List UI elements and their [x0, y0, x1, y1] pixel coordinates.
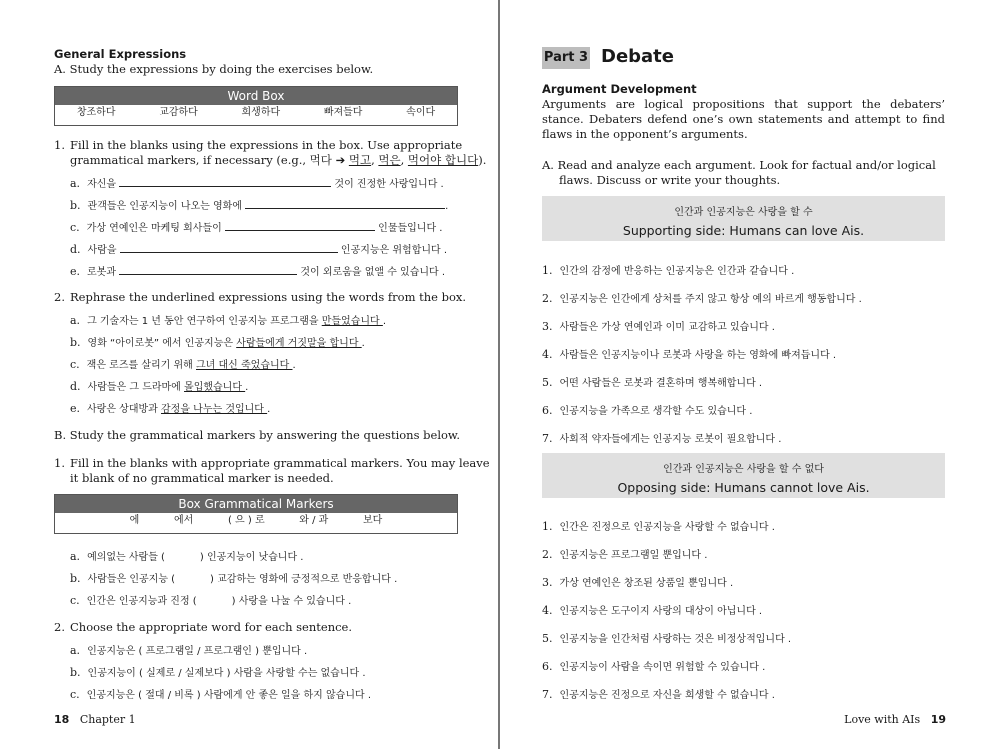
answer-blank[interactable] — [119, 264, 297, 275]
word-box-word: 희생하다 — [241, 107, 281, 118]
q2-item-a: a. 그 기술자는 1 년 동안 연구하여 인공지능 프로그램을 만들었습니다 . — [70, 314, 387, 327]
supporting-korean: 인간과 인공지능은 사랑을 할 수 — [674, 207, 813, 218]
instruction-a: A. Study the expressions by doing the exercises below. — [54, 62, 374, 76]
word-box — [54, 86, 458, 126]
q1-line1: Fill in the blanks using the expressions in the box. Use appropriate — [70, 138, 463, 152]
part-title: Debate — [601, 46, 674, 67]
answer-blank[interactable] — [120, 242, 338, 253]
support-item: 3. 사람들은 가상 연예인과 이미 교감하고 있습니다 . — [542, 320, 775, 333]
opposing-side-box — [542, 453, 945, 498]
q2-number: 2. — [54, 290, 65, 304]
marker-word: 에 — [129, 515, 140, 526]
oppose-item: 4. 인공지능은 도구이지 사랑의 대상이 아닙니다 . — [542, 604, 763, 617]
footer-left — [54, 713, 136, 726]
arrow-icon: ➔ — [335, 153, 346, 167]
q2-item-b: b. 영화 “아이로봇” 에서 인공지능은 사람들에게 거짓말을 합니다 . — [70, 336, 365, 349]
q4-item-a: a. 인공지능은 ( 프로그램일 / 프로그램인 ) 뿐입니다 . — [70, 644, 308, 657]
q2-item-e: e. 사랑은 상대방과 감정을 나누는 것입니다 . — [70, 402, 271, 415]
q4-text: Choose the appropriate word for each sentence. — [70, 620, 353, 634]
word-box-word: 속이다 — [406, 107, 436, 118]
oppose-item: 1. 인간은 진정으로 인공지능을 사랑할 수 없습니다 . — [542, 520, 775, 533]
q3-line1: Fill in the blanks with appropriate grammatical markers. You may leave — [70, 456, 490, 470]
word-box-row — [55, 105, 457, 121]
q1-item-e: e. 로봇과 것이 외로움을 없앨 수 있습니다 . — [70, 265, 446, 278]
q3-item-b: b. 사람들은 인공지능 ( ) 교감하는 영화에 긍정적으로 반응합니다 . — [70, 572, 398, 585]
q1-line2: grammatical markers, if necessary (e.g., 먹다 ➔ 먹고, 먹은, 먹어야 합니다). — [70, 153, 487, 167]
grammatical-markers-row — [55, 513, 457, 529]
q3-line2: it blank of no grammatical marker is needed. — [70, 471, 334, 485]
word-box-word: 빠져들다 — [323, 107, 363, 118]
q2-text: Rephrase the underlined expressions using the words from the box. — [70, 290, 467, 304]
opposing-english: Opposing side: Humans cannot love Ais. — [617, 480, 870, 495]
support-item: 6. 인공지능을 가족으로 생각할 수도 있습니다 . — [542, 404, 753, 417]
grammatical-markers-title: Box Grammatical Markers — [55, 495, 457, 513]
oppose-item: 5. 인공지능을 인간처럼 사랑하는 것은 비정상적입니다 . — [542, 632, 792, 645]
intro-paragraph: Arguments are logical propositions that support the debaters’ stance. Debaters defend one’s own statements and attempt to find flaws in the opponent’s arguments. — [542, 97, 945, 141]
marker-word: ( 으 ) 로 — [227, 515, 265, 526]
grammatical-markers-box — [54, 494, 458, 534]
q4-item-b: b. 인공지능이 ( 실제로 / 실제보다 ) 사람을 사랑할 수는 없습니다 . — [70, 666, 366, 679]
oppose-item: 3. 가상 연예인은 창조된 상품일 뿐입니다 . — [542, 576, 734, 589]
footer-chapter: Chapter 1 — [79, 713, 136, 726]
footer-chapter-title: Love with AIs — [844, 713, 921, 726]
opposing-korean: 인간과 인공지능은 사랑을 할 수 없다 — [663, 464, 824, 475]
answer-blank[interactable] — [119, 176, 331, 187]
q1-number: 1. — [54, 138, 65, 152]
q4-number: 2. — [54, 620, 65, 634]
support-item: 2. 인공지능은 인간에게 상처를 주지 않고 항상 예의 바르게 행동합니다 . — [542, 292, 862, 305]
supporting-side-box — [542, 196, 945, 241]
word-box-title: Word Box — [55, 87, 457, 105]
answer-blank[interactable] — [225, 220, 375, 231]
oppose-item: 2. 인공지능은 프로그램일 뿐입니다 . — [542, 548, 708, 561]
instruction-a-right: A. Read and analyze each argument. Look for factual and/or logical flaws. Discuss or write your thoughts. — [542, 158, 936, 187]
footer-right — [844, 713, 946, 726]
marker-word: 에서 — [173, 515, 194, 526]
q2-item-c: c. 잭은 로즈를 살리기 위해 그녀 대신 죽었습니다 . — [70, 358, 296, 371]
section-title-argument: Argument Development — [542, 82, 697, 96]
support-item: 5. 어떤 사람들은 로봇과 결혼하며 행복해합니다 . — [542, 376, 763, 389]
instruction-b: B. Study the grammatical markers by answering the questions below. — [54, 428, 461, 442]
q1-item-d: d. 사람을 인공지능은 위험합니다 . — [70, 243, 448, 256]
word-box-word: 교감하다 — [159, 107, 198, 118]
answer-blank[interactable] — [245, 198, 445, 209]
q3-item-a: a. 예의없는 사람들 ( ) 인공지능이 낫습니다 . — [70, 550, 304, 563]
q3-item-c: c. 인간은 인공지능과 진정 ( ) 사랑을 나눌 수 있습니다 . — [70, 594, 352, 607]
section-title-general-expressions: General Expressions — [54, 47, 187, 61]
part-label: Part 3 — [542, 47, 590, 69]
q1-item-a: a. 자신을 것이 진정한 사랑입니다 . — [70, 177, 444, 190]
q2-item-d: d. 사람들은 그 드라마에 몰입했습니다 . — [70, 380, 249, 393]
page-number: 18 — [54, 713, 70, 726]
q1-item-b: b. 관객들은 인공지능이 나오는 영화에 . — [70, 199, 449, 212]
page-number: 19 — [930, 713, 946, 726]
oppose-item: 7. 인공지능은 진정으로 자신을 희생할 수 없습니다 . — [542, 688, 775, 701]
q3-number: 1. — [54, 456, 65, 470]
marker-word: 보다 — [363, 515, 383, 526]
support-item: 1. 인간의 감정에 반응하는 인공지능은 인간과 같습니다 . — [542, 264, 795, 277]
oppose-item: 6. 인공지능이 사람을 속이면 위험할 수 있습니다 . — [542, 660, 766, 673]
q4-item-c: c. 인공지능은 ( 절대 / 비록 ) 사람에게 안 좋은 일을 하지 않습니다 . — [70, 688, 372, 701]
word-box-word: 창조하다 — [76, 107, 116, 118]
q1-item-c: c. 가상 연예인은 마케팅 회사들이 인물들입니다 . — [70, 221, 443, 234]
support-item: 7. 사회적 약자들에게는 인공지능 로봇이 필요합니다 . — [542, 432, 782, 445]
support-item: 4. 사람들은 인공지능이나 로봇과 사랑을 하는 영화에 빠져듭니다 . — [542, 348, 837, 361]
marker-word: 와 / 과 — [299, 515, 329, 526]
supporting-english: Supporting side: Humans can love Ais. — [622, 223, 865, 238]
